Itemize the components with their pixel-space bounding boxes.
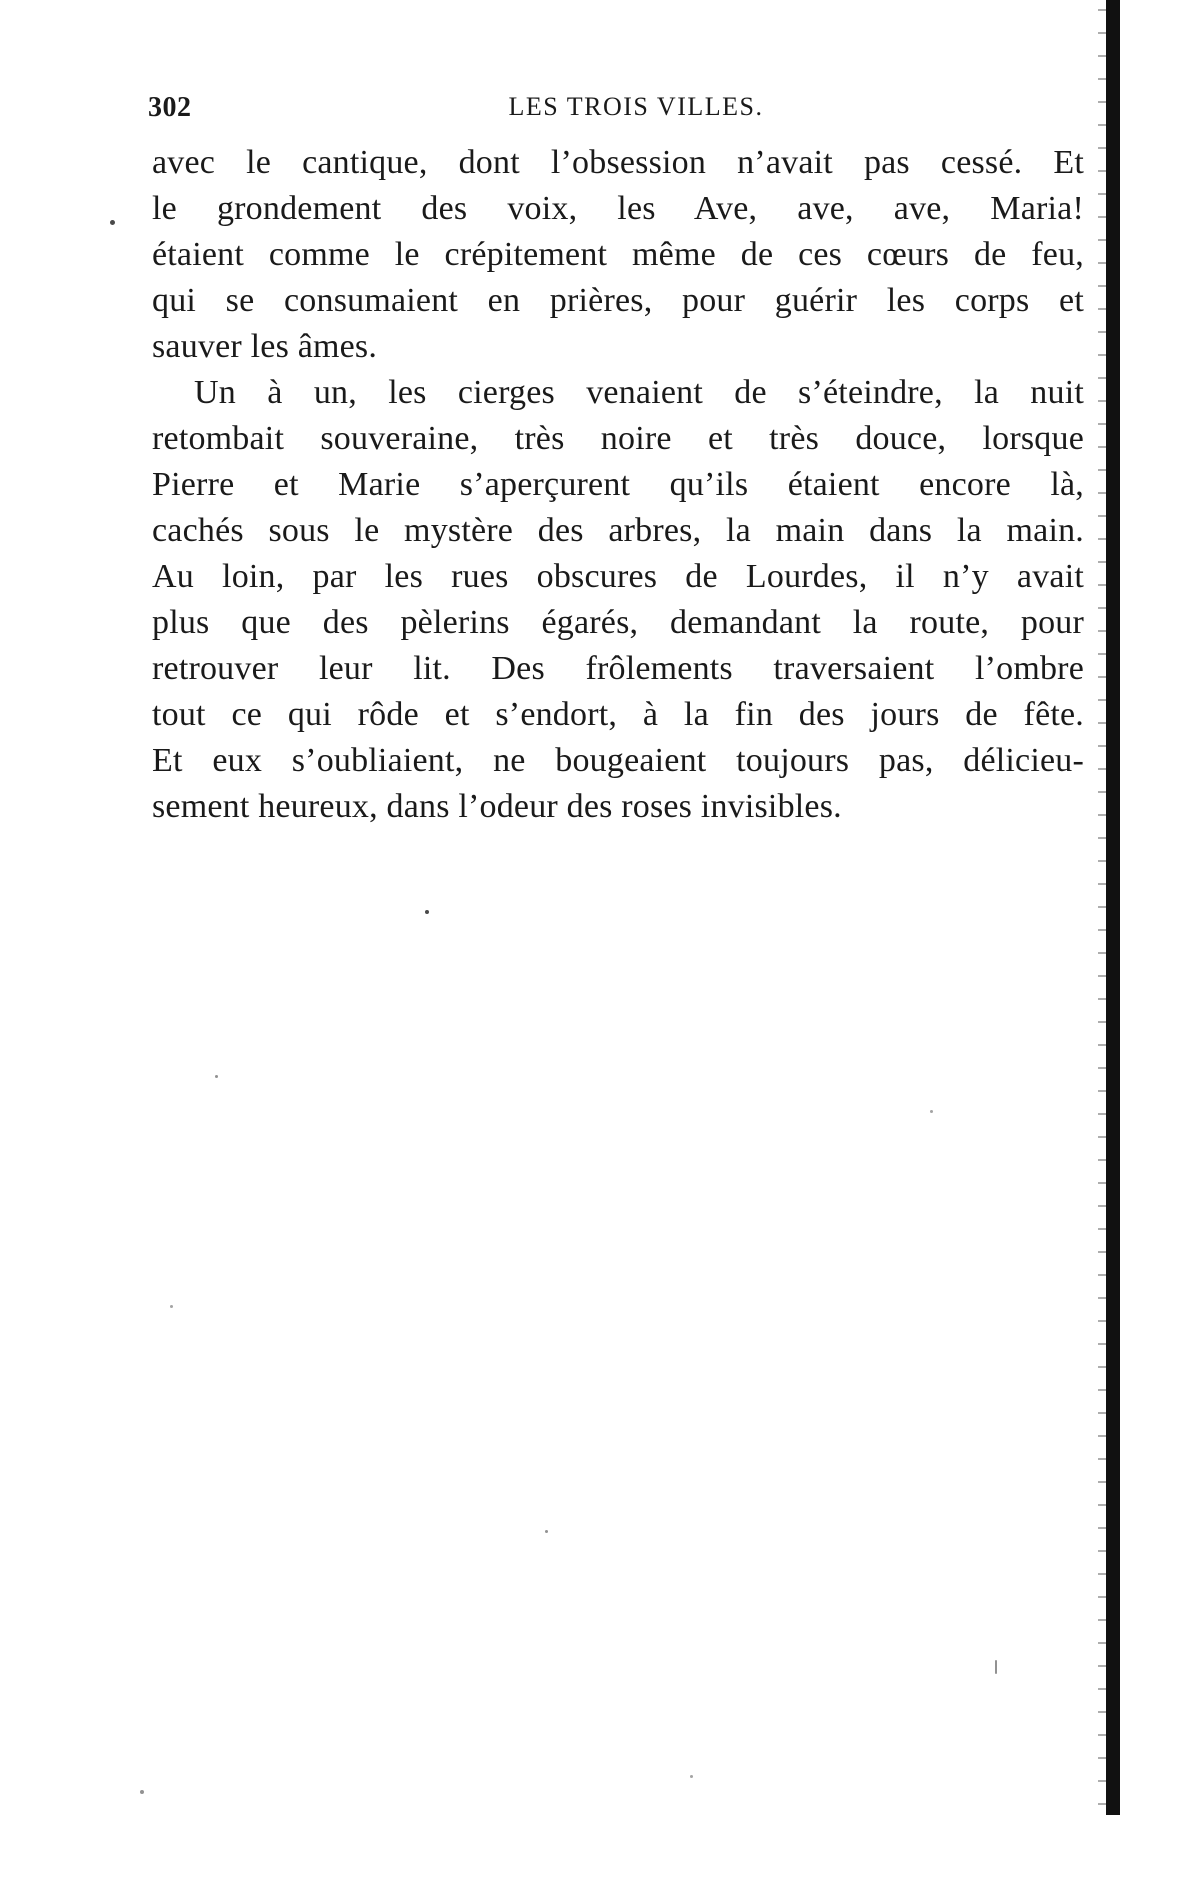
text-line: tout ce qui rôde et s’endort, à la fin des jours de fête. [152,696,1084,733]
text-line: retombait souveraine, très noire et très douce, lorsque [152,420,1084,457]
body-text [152,140,1084,830]
paragraph-1 [152,140,1084,370]
text-line: cachés sous le mystère des arbres, la main dans la main. [152,512,1084,549]
text-line: qui se consumaient en prières, pour guérir les corps et [152,282,1084,319]
text-line: le grondement des voix, les Ave, ave, ave, Maria! [152,190,1084,227]
binding-edge-texture [1098,0,1106,1815]
page-header [148,92,1084,122]
text-line: retrouver leur lit. Des frôlements traversaient l’ombre [152,650,1084,687]
text-line: plus que des pèlerins égarés, demandant la route, pour [152,604,1084,641]
scan-speck [110,220,115,225]
paragraph-2 [152,370,1084,830]
scan-speck [425,910,429,914]
text-line: Au loin, par les rues obscures de Lourdes, il n’y avait [152,558,1084,595]
page-number: 302 [148,92,192,123]
scan-speck [215,1075,218,1078]
text-line: Un à un, les cierges venaient de s’éteindre, la nuit [194,374,1084,411]
scan-speck [170,1305,173,1308]
text-line: Pierre et Marie s’aperçurent qu’ils étaient encore là, [152,466,1084,503]
text-line: avec le cantique, dont l’obsession n’avait pas cessé. Et [152,144,1084,181]
scan-speck [140,1790,144,1794]
text-line: sauver les âmes. [152,328,378,365]
text-line: étaient comme le crépitement même de ces cœurs de feu, [152,236,1084,273]
scan-speck [995,1660,997,1674]
binding-edge [1106,0,1120,1815]
text-line: Et eux s’oubliaient, ne bougeaient toujours pas, délicieu- [152,742,1084,779]
scan-speck [545,1530,548,1533]
scan-speck [690,1775,693,1778]
scan-speck [930,1110,933,1113]
text-line: sement heureux, dans l’odeur des roses invisibles. [152,788,842,825]
running-title: LES TROIS VILLES. [508,92,764,121]
